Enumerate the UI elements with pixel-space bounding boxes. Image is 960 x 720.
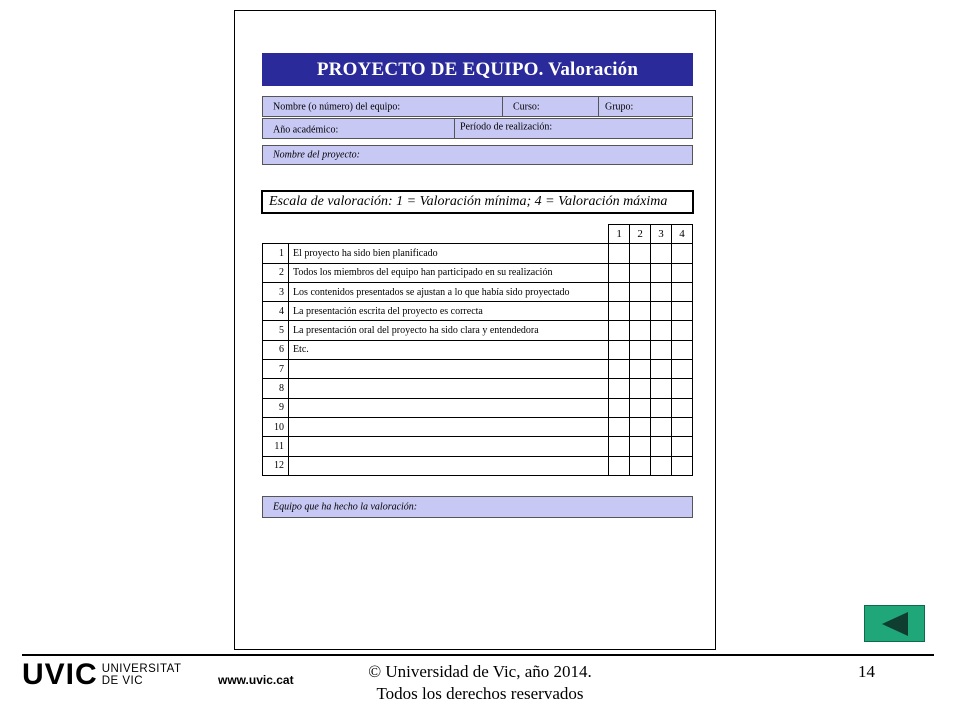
criterion-text: El proyecto ha sido bien planificado	[288, 244, 608, 263]
score-cell[interactable]	[672, 456, 693, 475]
criterion-text	[288, 360, 608, 379]
criterion-row	[263, 321, 693, 340]
score-cell[interactable]	[651, 340, 672, 359]
score-cell[interactable]	[630, 321, 651, 340]
score-cell[interactable]	[630, 244, 651, 263]
score-cell[interactable]	[672, 321, 693, 340]
score-cell[interactable]	[651, 398, 672, 417]
score-cell[interactable]	[609, 340, 630, 359]
footer-divider	[22, 654, 934, 656]
triangle-left-icon	[880, 611, 910, 637]
criterion-row	[263, 244, 693, 263]
form-title-bar	[262, 53, 693, 86]
score-cell[interactable]	[672, 263, 693, 282]
logo-mark: UVIC	[22, 658, 98, 691]
rating-scale-text: Escala de valoración: 1 = Valoración mínima; 4 = Valoración máxima	[269, 194, 668, 209]
criterion-number: 10	[263, 417, 289, 436]
logo-name-line2: DE VIC	[101, 675, 144, 687]
page-number: 14	[858, 662, 875, 681]
group-label: Grupo:	[605, 101, 634, 112]
group-field[interactable]	[598, 96, 693, 117]
logo-name-line1: UNIVERSITAT	[101, 663, 182, 675]
score-cell[interactable]	[630, 379, 651, 398]
score-cell[interactable]	[651, 321, 672, 340]
project-name-label: Nombre del proyecto:	[273, 149, 361, 161]
team-name-label: Nombre (o número) del equipo:	[273, 101, 401, 112]
score-header: 2	[630, 225, 651, 244]
period-field[interactable]	[454, 118, 693, 139]
criterion-text: Etc.	[288, 340, 608, 359]
score-cell[interactable]	[672, 360, 693, 379]
score-cell[interactable]	[672, 340, 693, 359]
criterion-number: 7	[263, 360, 289, 379]
criterion-text: Los contenidos presentados se ajustan a lo que había sido proyectado	[288, 282, 608, 301]
score-cell[interactable]	[651, 360, 672, 379]
criterion-row	[263, 360, 693, 379]
score-cell[interactable]	[651, 437, 672, 456]
criterion-number: 5	[263, 321, 289, 340]
evaluator-label: Equipo que ha hecho la valoración:	[273, 501, 418, 513]
criterion-text	[288, 417, 608, 436]
website-link[interactable]: www.uvic.cat	[218, 673, 294, 687]
score-header: 3	[651, 225, 672, 244]
criterion-row	[263, 456, 693, 475]
score-cell[interactable]	[672, 302, 693, 321]
criterion-row	[263, 263, 693, 282]
score-cell[interactable]	[630, 263, 651, 282]
criterion-text: La presentación oral del proyecto ha sido clara y entendedora	[288, 321, 608, 340]
score-cell[interactable]	[609, 398, 630, 417]
logo-name	[102, 663, 182, 687]
score-cell[interactable]	[630, 282, 651, 301]
score-cell[interactable]	[630, 360, 651, 379]
score-cell[interactable]	[609, 360, 630, 379]
score-cell[interactable]	[651, 417, 672, 436]
score-cell[interactable]	[630, 456, 651, 475]
score-cell[interactable]	[651, 379, 672, 398]
criterion-row	[263, 282, 693, 301]
rating-scale-box	[261, 190, 694, 214]
criterion-number: 2	[263, 263, 289, 282]
score-cell[interactable]	[609, 379, 630, 398]
score-cell[interactable]	[630, 398, 651, 417]
score-cell[interactable]	[672, 379, 693, 398]
criterion-row	[263, 417, 693, 436]
criterion-text	[288, 379, 608, 398]
score-header: 4	[672, 225, 693, 244]
score-cell[interactable]	[651, 244, 672, 263]
rating-table	[262, 224, 693, 476]
period-label: Período de realización:	[460, 121, 553, 133]
criterion-text	[288, 398, 608, 417]
form-title: PROYECTO DE EQUIPO. Valoración	[316, 58, 639, 80]
score-cell[interactable]	[609, 321, 630, 340]
score-cell[interactable]	[630, 437, 651, 456]
score-cell[interactable]	[672, 244, 693, 263]
copyright-line1: © Universidad de Vic, año 2014.	[368, 662, 592, 681]
score-cell[interactable]	[651, 302, 672, 321]
criterion-number: 6	[263, 340, 289, 359]
score-cell[interactable]	[609, 456, 630, 475]
criterion-number: 11	[263, 437, 289, 456]
score-cell[interactable]	[630, 340, 651, 359]
criterion-number: 1	[263, 244, 289, 263]
score-cell[interactable]	[609, 437, 630, 456]
score-header: 1	[609, 225, 630, 244]
criterion-row	[263, 437, 693, 456]
score-cell[interactable]	[609, 302, 630, 321]
criterion-text: La presentación escrita del proyecto es correcta	[288, 302, 608, 321]
rating-header-row	[263, 225, 693, 244]
course-field[interactable]	[502, 96, 599, 117]
score-cell[interactable]	[609, 244, 630, 263]
criterion-number: 9	[263, 398, 289, 417]
score-cell[interactable]	[651, 282, 672, 301]
criterion-row	[263, 340, 693, 359]
criterion-number: 12	[263, 456, 289, 475]
project-name-field[interactable]	[262, 145, 693, 165]
score-cell[interactable]	[672, 282, 693, 301]
criterion-text: Todos los miembros del equipo han participado en su realización	[288, 263, 608, 282]
score-cell[interactable]	[630, 417, 651, 436]
score-cell[interactable]	[672, 398, 693, 417]
score-cell[interactable]	[672, 437, 693, 456]
copyright-notice	[330, 661, 630, 705]
score-cell[interactable]	[651, 263, 672, 282]
year-field[interactable]	[262, 118, 455, 139]
score-cell[interactable]	[651, 456, 672, 475]
uvic-logo	[22, 660, 182, 690]
team-name-field[interactable]	[262, 96, 503, 117]
criterion-row	[263, 379, 693, 398]
year-label: Año académico:	[273, 124, 339, 136]
criterion-row	[263, 398, 693, 417]
criterion-number: 4	[263, 302, 289, 321]
score-cell[interactable]	[630, 302, 651, 321]
course-label: Curso:	[513, 101, 540, 112]
criterion-text	[288, 456, 608, 475]
score-cell[interactable]	[609, 282, 630, 301]
criterion-number: 3	[263, 282, 289, 301]
criterion-row	[263, 302, 693, 321]
score-cell[interactable]	[672, 417, 693, 436]
back-button[interactable]	[864, 605, 925, 642]
criterion-number: 8	[263, 379, 289, 398]
copyright-line2: Todos los derechos reservados	[376, 684, 584, 703]
evaluator-field[interactable]	[262, 496, 693, 518]
criterion-text	[288, 437, 608, 456]
score-cell[interactable]	[609, 417, 630, 436]
score-cell[interactable]	[609, 263, 630, 282]
